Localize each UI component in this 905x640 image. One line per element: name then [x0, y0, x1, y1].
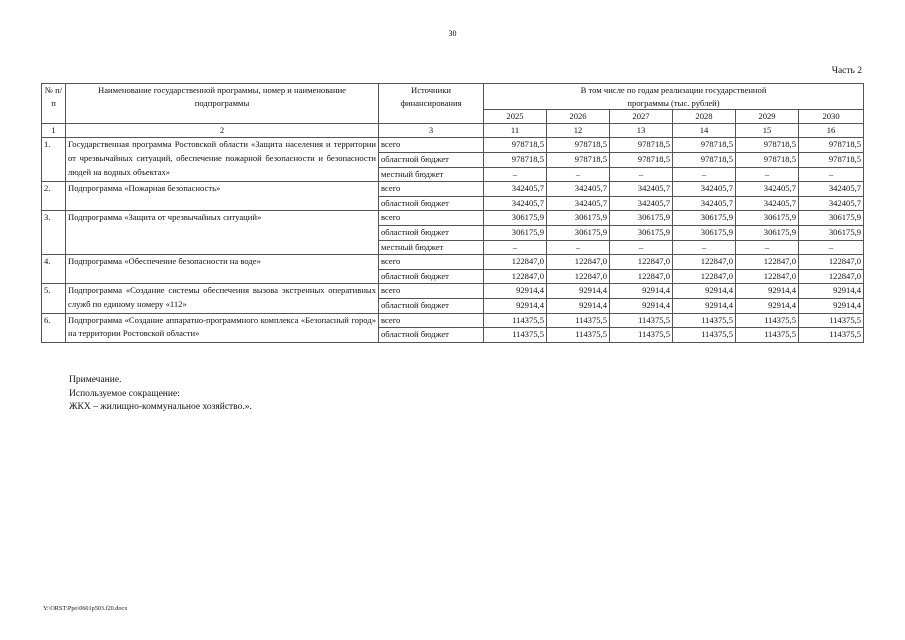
year-amount: 306175,9 — [673, 211, 736, 226]
year-amount: 342405,7 — [736, 196, 799, 211]
year-amount: 122847,0 — [547, 255, 610, 270]
year-amount: 978718,5 — [547, 138, 610, 153]
year-amount: 114375,5 — [484, 328, 547, 343]
program-name: Подпрограмма «Пожарная безопасность» — [66, 182, 379, 211]
year-amount: 342405,7 — [484, 196, 547, 211]
program-name: Подпрограмма «Обеспечение безопасности на воде» — [66, 255, 379, 284]
year-amount: – — [673, 240, 736, 255]
year-amount: 114375,5 — [610, 328, 673, 343]
funding-source: областной бюджет — [379, 298, 484, 313]
year-amount: – — [610, 240, 673, 255]
year-amount: 122847,0 — [484, 255, 547, 270]
table-row — [42, 182, 864, 197]
note-title: Примечание. — [69, 375, 122, 385]
notes — [69, 374, 252, 415]
header-name: Наименование государственной программы, номер и наименование подпрограммы — [66, 84, 379, 124]
year-amount: – — [547, 167, 610, 182]
year-amount: 306175,9 — [736, 211, 799, 226]
note-abbreviation: ЖКХ – жилищно-коммунальное хозяйство.». — [69, 402, 252, 412]
table-row — [42, 284, 864, 299]
funding-source: областной бюджет — [379, 328, 484, 343]
year-amount: 92914,4 — [610, 298, 673, 313]
year-amount: 114375,5 — [799, 328, 864, 343]
program-name: Подпрограмма «Защита от чрезвычайных ситуаций» — [66, 211, 379, 255]
year-amount: 92914,4 — [799, 298, 864, 313]
funding-source: местный бюджет — [379, 167, 484, 182]
year-amount: 122847,0 — [736, 255, 799, 270]
column-index: 13 — [610, 123, 673, 138]
row-number: 4. — [42, 255, 66, 284]
year-amount: 306175,9 — [799, 211, 864, 226]
year-amount: 306175,9 — [673, 225, 736, 240]
column-index: 2 — [66, 123, 379, 138]
year-amount: 92914,4 — [547, 298, 610, 313]
part-label: Часть 2 — [831, 66, 862, 76]
year-amount: – — [484, 240, 547, 255]
year-amount: 342405,7 — [673, 196, 736, 211]
year-amount: 978718,5 — [736, 152, 799, 167]
column-index: 1 — [42, 123, 66, 138]
header-year: 2027 — [610, 110, 673, 124]
year-amount: 114375,5 — [673, 313, 736, 328]
year-amount: 306175,9 — [799, 225, 864, 240]
budget-table — [41, 83, 864, 343]
year-amount: 342405,7 — [736, 182, 799, 197]
year-amount: 306175,9 — [610, 211, 673, 226]
header-year: 2030 — [799, 110, 864, 124]
year-amount: – — [547, 240, 610, 255]
year-amount: – — [736, 167, 799, 182]
column-index: 14 — [673, 123, 736, 138]
header-year: 2026 — [547, 110, 610, 124]
year-amount: 306175,9 — [547, 211, 610, 226]
year-amount: 342405,7 — [799, 182, 864, 197]
funding-source: всего — [379, 255, 484, 270]
year-amount: 342405,7 — [547, 182, 610, 197]
funding-source: областной бюджет — [379, 269, 484, 284]
row-number: 3. — [42, 211, 66, 255]
year-amount: 122847,0 — [799, 255, 864, 270]
page-number: 30 — [448, 29, 457, 38]
year-amount: 978718,5 — [673, 138, 736, 153]
year-amount: 978718,5 — [799, 152, 864, 167]
year-amount: 122847,0 — [610, 255, 673, 270]
year-amount: – — [610, 167, 673, 182]
year-amount: 92914,4 — [673, 298, 736, 313]
year-amount: 92914,4 — [673, 284, 736, 299]
year-amount: – — [736, 240, 799, 255]
column-index-row — [42, 123, 864, 138]
year-amount: 114375,5 — [547, 313, 610, 328]
year-amount: 342405,7 — [799, 196, 864, 211]
table-row — [42, 138, 864, 153]
table-body — [42, 123, 864, 342]
year-amount: 114375,5 — [484, 313, 547, 328]
funding-source: всего — [379, 313, 484, 328]
year-amount: 978718,5 — [610, 152, 673, 167]
year-amount: 978718,5 — [799, 138, 864, 153]
row-number: 5. — [42, 284, 66, 313]
note-abbreviation-label: Используемое сокращение: — [69, 388, 180, 399]
year-amount: 114375,5 — [673, 328, 736, 343]
year-amount: 342405,7 — [484, 182, 547, 197]
program-name: Подпрограмма «Создание аппаратно-программного комплекса «Безопасный город» на территории Ростовской области» — [66, 313, 379, 342]
year-amount: 92914,4 — [736, 298, 799, 313]
funding-source: областной бюджет — [379, 225, 484, 240]
year-amount: 978718,5 — [610, 138, 673, 153]
year-amount: 306175,9 — [547, 225, 610, 240]
year-amount: 92914,4 — [484, 284, 547, 299]
header-no: № п/п — [42, 84, 66, 124]
year-amount: – — [799, 240, 864, 255]
year-amount: 122847,0 — [673, 269, 736, 284]
year-amount: 978718,5 — [547, 152, 610, 167]
year-amount: – — [484, 167, 547, 182]
year-amount: 92914,4 — [610, 284, 673, 299]
year-amount: 342405,7 — [610, 182, 673, 197]
year-amount: 306175,9 — [610, 225, 673, 240]
year-amount: 92914,4 — [736, 284, 799, 299]
funding-source: местный бюджет — [379, 240, 484, 255]
year-amount: 114375,5 — [736, 313, 799, 328]
funding-source: всего — [379, 138, 484, 153]
year-amount: 92914,4 — [799, 284, 864, 299]
year-amount: – — [673, 167, 736, 182]
funding-source: всего — [379, 284, 484, 299]
funding-source: всего — [379, 211, 484, 226]
year-amount: 122847,0 — [547, 269, 610, 284]
header-source: Источники финансирования — [379, 84, 484, 124]
table-row — [42, 255, 864, 270]
year-amount: 978718,5 — [673, 152, 736, 167]
year-amount: 306175,9 — [736, 225, 799, 240]
column-index: 12 — [547, 123, 610, 138]
column-index: 15 — [736, 123, 799, 138]
year-amount: 122847,0 — [799, 269, 864, 284]
year-amount: 122847,0 — [736, 269, 799, 284]
year-amount: – — [799, 167, 864, 182]
funding-source: всего — [379, 182, 484, 197]
row-number: 6. — [42, 313, 66, 342]
year-amount: 92914,4 — [484, 298, 547, 313]
year-amount: 978718,5 — [736, 138, 799, 153]
year-amount: 342405,7 — [610, 196, 673, 211]
row-number: 2. — [42, 182, 66, 211]
year-amount: 122847,0 — [610, 269, 673, 284]
year-amount: 342405,7 — [673, 182, 736, 197]
row-number: 1. — [42, 138, 66, 182]
header-year: 2029 — [736, 110, 799, 124]
year-amount: 114375,5 — [610, 313, 673, 328]
program-name: Государственная программа Ростовской области «Защита населения и территории от чрезвычайных ситуаций, обеспечение пожарной безопасности и безопасности людей на водных объектах» — [66, 138, 379, 182]
year-amount: 122847,0 — [673, 255, 736, 270]
funding-source: областной бюджет — [379, 152, 484, 167]
header-year: 2028 — [673, 110, 736, 124]
year-amount: 306175,9 — [484, 225, 547, 240]
table-header — [42, 84, 864, 124]
year-amount: 978718,5 — [484, 138, 547, 153]
year-amount: 114375,5 — [736, 328, 799, 343]
year-amount: 306175,9 — [484, 211, 547, 226]
column-index: 16 — [799, 123, 864, 138]
year-amount: 978718,5 — [484, 152, 547, 167]
year-amount: 122847,0 — [484, 269, 547, 284]
year-amount: 114375,5 — [547, 328, 610, 343]
footer-file-path: Y:\ORST\Ppo\0601p503.f20.docx — [43, 605, 128, 612]
year-amount: 92914,4 — [547, 284, 610, 299]
program-name: Подпрограмма «Создание системы обеспечения вызова экстренных оперативных служб по единому номеру «112» — [66, 284, 379, 313]
table-row — [42, 313, 864, 328]
year-amount: 114375,5 — [799, 313, 864, 328]
column-index: 11 — [484, 123, 547, 138]
column-index: 3 — [379, 123, 484, 138]
header-year: 2025 — [484, 110, 547, 124]
header-years-group: В том числе по годам реализации государственной программы (тыс. рублей) — [484, 84, 864, 110]
year-amount: 342405,7 — [547, 196, 610, 211]
table-row — [42, 211, 864, 226]
funding-source: областной бюджет — [379, 196, 484, 211]
